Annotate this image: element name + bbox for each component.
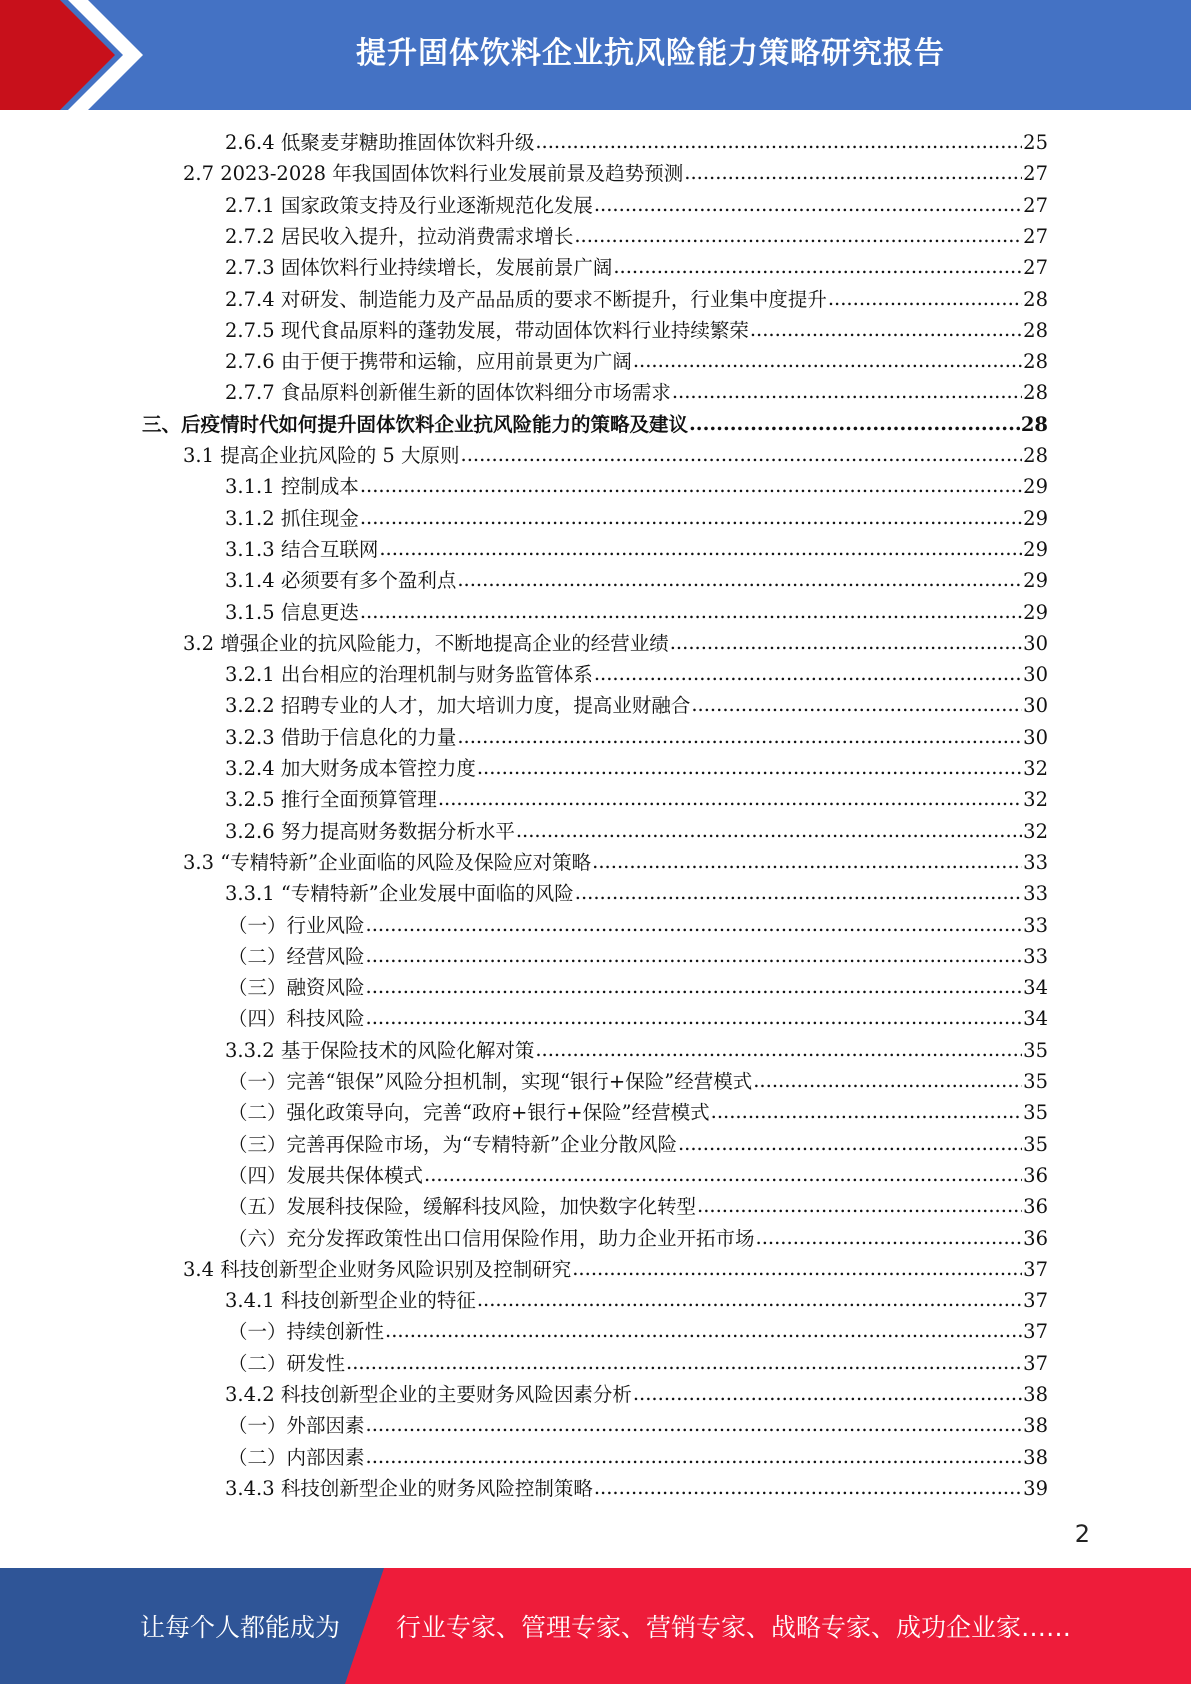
toc-entry-label: 2.7.4 对研发、制造能力及产品品质的要求不断提升，行业集中度提升 (225, 287, 827, 311)
toc-entry[interactable] (225, 722, 1048, 753)
toc-entry-label: 2.7.1 国家政策支持及行业逐渐规范化发展 (225, 193, 593, 217)
toc-entry-label: 3.2.4 加大财务成本管控力度 (225, 757, 476, 780)
toc-leader-dots (691, 690, 1022, 720)
toc-entry-label: 3.4.3 科技创新型企业的财务风险控制策略 (225, 1476, 593, 1500)
toc-entry[interactable] (225, 315, 1048, 346)
toc-entry-page: 37 (1023, 1289, 1048, 1313)
toc-leader-dots (672, 377, 1022, 407)
toc-leader-dots (360, 471, 1022, 501)
toc-entry-label: （一）持续创新性 (228, 1320, 385, 1344)
toc-entry-label: 3.3 “专精特新”企业面临的风险及保险应对策略 (183, 850, 592, 874)
toc-leader-dots (753, 1066, 1022, 1096)
toc-entry-page: 36 (1023, 1226, 1048, 1250)
toc-entry-page: 28 (1023, 381, 1048, 405)
toc-entry-label: （一）外部因素 (228, 1414, 365, 1438)
toc-entry-page: 37 (1023, 1351, 1048, 1375)
toc-leader-dots (711, 1097, 1023, 1127)
toc-entry-page: 29 (1023, 569, 1048, 593)
toc-entry[interactable] (225, 753, 1048, 784)
toc-entry-page: 32 (1023, 788, 1048, 812)
toc-leader-dots (360, 597, 1022, 627)
toc-entry-page: 27 (1023, 256, 1048, 280)
toc-entry-page: 28 (1023, 350, 1048, 374)
toc-entry[interactable] (228, 1129, 1048, 1160)
toc-entry[interactable] (225, 503, 1048, 534)
toc-leader-dots (670, 628, 1022, 658)
toc-entry-page: 32 (1023, 757, 1048, 780)
toc-entry-label: 2.7.5 现代食品原料的蓬勃发展，带动固体饮料行业持续繁荣 (225, 318, 749, 342)
toc-entry[interactable] (228, 1097, 1048, 1128)
toc-entry[interactable] (225, 1473, 1048, 1504)
toc-entry-page: 39 (1023, 1476, 1048, 1500)
toc-entry-label: 2.7.7 食品原料创新催生新的固体饮料细分市场需求 (225, 381, 671, 405)
toc-leader-dots (346, 1348, 1022, 1378)
toc-entry-label: 2.7.6 由于便于携带和运输，应用前景更为广阔 (225, 350, 632, 374)
toc-entry[interactable] (225, 659, 1048, 690)
toc-entry-label: 3.1.1 控制成本 (225, 475, 359, 499)
toc-entry-page: 34 (1023, 976, 1048, 1000)
toc-leader-dots (575, 878, 1022, 908)
toc-entry-label: （三）完善再保险市场，为“专精特新”企业分散风险 (228, 1132, 677, 1156)
toc-entry[interactable] (228, 910, 1048, 941)
toc-leader-dots (572, 1254, 1022, 1284)
toc-entry-page: 28 (1023, 444, 1048, 467)
toc-leader-dots (366, 941, 1023, 971)
toc-entry-label: （一）行业风险 (228, 913, 365, 937)
toc-entry-label: 3.1.3 结合互联网 (225, 537, 379, 561)
toc-entry-label: 2.7.3 固体饮料行业持续增长，发展前景广阔 (225, 256, 613, 280)
toc-entry-page: 35 (1023, 1132, 1048, 1156)
toc-entry-label: 3.2.3 借助于信息化的力量 (225, 725, 457, 749)
toc-entry[interactable] (225, 1379, 1048, 1410)
toc-entry-label: （二）研发性 (228, 1351, 346, 1375)
toc-entry[interactable] (225, 878, 1048, 909)
toc-entry-label: （一）完善“银保”风险分担机制，实现“银行+保险”经营模式 (228, 1070, 753, 1093)
toc-entry[interactable] (225, 190, 1048, 221)
toc-entry-label: 3.4.2 科技创新型企业的主要财务风险因素分析 (225, 1383, 632, 1406)
toc-leader-dots (828, 284, 1022, 314)
toc-entry-page: 27 (1023, 224, 1048, 248)
toc-entry-page: 27 (1023, 162, 1048, 186)
toc-entry[interactable] (228, 1191, 1048, 1222)
toc-entry-page: 25 (1023, 131, 1048, 154)
toc-entry-label: 3.2.1 出台相应的治理机制与财务监管体系 (225, 663, 593, 687)
toc-leader-dots (678, 1129, 1022, 1159)
toc-entry-label: 三、后疫情时代如何提升固体饮料企业抗风险能力的策略及建议 (142, 412, 689, 436)
toc-entry[interactable] (225, 377, 1048, 408)
toc-entry[interactable] (228, 941, 1048, 972)
toc-leader-dots (689, 409, 1020, 439)
toc-entry[interactable] (225, 1285, 1048, 1316)
toc-entry-page: 36 (1023, 1195, 1048, 1219)
toc-entry[interactable] (228, 1410, 1048, 1441)
toc-entry-page: 35 (1023, 1038, 1048, 1062)
toc-entry-label: 3.3.2 基于保险技术的风险化解对策 (225, 1038, 535, 1062)
toc-entry[interactable] (225, 346, 1048, 377)
toc-entry[interactable] (228, 1160, 1048, 1191)
toc-leader-dots (594, 1473, 1022, 1503)
toc-entry[interactable] (183, 440, 1048, 471)
toc-entry-label: 3.1.4 必须要有多个盈利点 (225, 569, 457, 593)
toc-entry-label: （二）强化政策导向，完善“政府+银行+保险”经营模式 (228, 1101, 710, 1125)
toc-entry[interactable] (228, 1316, 1048, 1347)
toc-entry-label: 3.1 提高企业抗风险的 5 大原则 (183, 444, 460, 467)
toc-entry-page: 37 (1023, 1257, 1048, 1281)
toc-entry-page: 35 (1023, 1070, 1048, 1093)
toc-leader-dots (684, 158, 1022, 188)
toc-entry-page: 33 (1023, 944, 1048, 968)
toc-leader-dots (633, 1379, 1022, 1409)
header-arrow-decoration (0, 0, 160, 110)
toc-entry-label: 2.6.4 低聚麦芽糖助推固体饮料升级 (225, 131, 535, 154)
toc-entry[interactable] (183, 158, 1048, 189)
page-number: 2 (1074, 1520, 1090, 1548)
toc-leader-dots (424, 1160, 1022, 1190)
toc-entry-page: 35 (1023, 1101, 1048, 1125)
toc-leader-dots (457, 565, 1022, 595)
toc-entry-label: （六）充分发挥政策性出口信用保险作用，助力企业开拓市场 (228, 1226, 755, 1250)
toc-leader-dots (697, 1191, 1022, 1221)
toc-entry-label: 3.2.5 推行全面预算管理 (225, 788, 437, 812)
toc-entry[interactable] (228, 972, 1048, 1003)
toc-entry-label: （二）经营风险 (228, 944, 365, 968)
toc-entry[interactable] (183, 1254, 1048, 1285)
toc-leader-dots (360, 503, 1022, 533)
toc-entry[interactable] (225, 816, 1048, 847)
toc-entry-label: （四）科技风险 (228, 1007, 365, 1031)
toc-leader-dots (366, 972, 1023, 1002)
toc-entry[interactable] (225, 534, 1048, 565)
toc-entry-label: 2.7.2 居民收入提升，拉动消费需求增长 (225, 224, 574, 248)
toc-entry-label: （三）融资风险 (228, 976, 365, 1000)
toc-entry-page: 28 (1023, 318, 1048, 342)
toc-leader-dots (385, 1316, 1022, 1346)
toc-entry-page: 33 (1023, 913, 1048, 937)
toc-leader-dots (379, 534, 1022, 564)
toc-entry-page: 30 (1023, 694, 1048, 718)
toc-entry-page: 28 (1023, 287, 1048, 311)
toc-entry[interactable] (225, 471, 1048, 502)
toc-leader-dots (574, 221, 1022, 251)
toc-entry-page: 34 (1023, 1007, 1048, 1031)
toc-leader-dots (457, 722, 1022, 752)
toc-entry-page: 28 (1020, 412, 1048, 436)
toc-entry[interactable] (225, 127, 1048, 158)
toc-leader-dots (613, 252, 1022, 282)
toc-entry-label: 3.2.2 招聘专业的人才，加大培训力度，提高业财融合 (225, 694, 691, 718)
toc-entry[interactable] (228, 1066, 1048, 1097)
toc-entry-page: 30 (1023, 631, 1048, 655)
toc-entry-label: 3.4 科技创新型企业财务风险识别及控制研究 (183, 1257, 572, 1281)
toc-leader-dots (366, 1003, 1023, 1033)
toc-entry[interactable] (225, 252, 1048, 283)
toc-leader-dots (461, 440, 1023, 470)
toc-entry-page: 30 (1023, 663, 1048, 687)
footer-slogan-right: 行业专家、管理专家、营销专家、战略专家、成功企业家…… (396, 1613, 1072, 1642)
toc-entry[interactable] (228, 1442, 1048, 1473)
toc-entry-label: （四）发展共保体模式 (228, 1163, 424, 1187)
toc-entry-page: 36 (1023, 1163, 1048, 1187)
toc-leader-dots (756, 1223, 1023, 1253)
toc-entry[interactable] (142, 409, 1048, 440)
page-header (0, 0, 1191, 110)
toc-entry[interactable] (228, 1223, 1048, 1254)
toc-leader-dots (535, 1035, 1022, 1065)
toc-leader-dots (594, 659, 1022, 689)
toc-entry-page: 32 (1023, 819, 1048, 843)
toc-leader-dots (516, 816, 1022, 846)
toc-entry-page: 29 (1023, 506, 1048, 530)
toc-entry-label: （五）发展科技保险，缓解科技风险，加快数字化转型 (228, 1195, 697, 1219)
toc-entry-page: 37 (1023, 1320, 1048, 1344)
toc-leader-dots (633, 346, 1022, 376)
page-footer (0, 1568, 1191, 1684)
toc-entry[interactable] (225, 784, 1048, 815)
toc-entry-page: 27 (1023, 193, 1048, 217)
toc-entry[interactable] (183, 847, 1048, 878)
toc-entry[interactable] (225, 690, 1048, 721)
toc-leader-dots (438, 784, 1022, 814)
document-title: 提升固体饮料企业抗风险能力策略研究报告 (356, 36, 945, 71)
toc-entry[interactable] (228, 1348, 1048, 1379)
toc-entry[interactable] (225, 597, 1048, 628)
toc-entry[interactable] (225, 565, 1048, 596)
footer-slogan-left: 让每个人都能成为 (140, 1613, 341, 1642)
toc-entry-page: 29 (1023, 600, 1048, 624)
toc-leader-dots (592, 847, 1022, 877)
toc-entry-page: 30 (1023, 725, 1048, 749)
toc-leader-dots (750, 315, 1022, 345)
toc-entry-label: 3.4.1 科技创新型企业的特征 (225, 1289, 476, 1313)
toc-leader-dots (477, 1285, 1022, 1315)
toc-entry[interactable] (225, 284, 1048, 315)
toc-entry-label: 3.2.6 努力提高财务数据分析水平 (225, 819, 515, 843)
toc-leader-dots (535, 127, 1022, 157)
toc-entry[interactable] (228, 1003, 1048, 1034)
toc-entry[interactable] (183, 628, 1048, 659)
toc-entry-page: 38 (1023, 1414, 1048, 1438)
toc-entry-label: 3.1.5 信息更迭 (225, 600, 359, 624)
toc-leader-dots (366, 1410, 1023, 1440)
toc-entry-label: 3.2 增强企业的抗风险能力，不断地提高企业的经营业绩 (183, 631, 669, 655)
toc-entry-label: （二）内部因素 (228, 1445, 365, 1469)
toc-entry-page: 38 (1023, 1445, 1048, 1469)
toc-leader-dots (366, 1442, 1023, 1472)
toc-entry-page: 38 (1023, 1383, 1048, 1406)
toc-leader-dots (366, 910, 1023, 940)
toc-entry-page: 29 (1023, 475, 1048, 499)
toc-leader-dots (594, 190, 1022, 220)
toc-entry-page: 29 (1023, 537, 1048, 561)
toc-entry-label: 3.1.2 抓住现金 (225, 506, 359, 530)
toc-entry-label: 3.3.1 “专精特新”企业发展中面临的风险 (225, 882, 574, 906)
toc-entry-label: 2.7 2023-2028 年我国固体饮料行业发展前景及趋势预测 (183, 162, 684, 186)
toc-entry[interactable] (225, 1035, 1048, 1066)
toc-entry-page: 33 (1023, 850, 1048, 874)
toc-entry[interactable] (225, 221, 1048, 252)
toc-leader-dots (477, 753, 1022, 783)
toc-entry-page: 33 (1023, 882, 1048, 906)
